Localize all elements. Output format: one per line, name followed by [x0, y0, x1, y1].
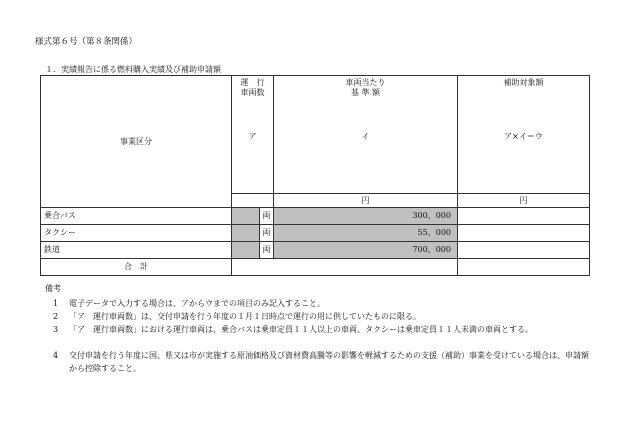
note-number: 4: [53, 351, 59, 360]
header-formula: ア×イ＝ウ: [504, 132, 543, 141]
vehicle-count-input[interactable]: [232, 208, 260, 225]
row-subsidy-cell[interactable]: [458, 208, 590, 225]
row-label: 乗合バス: [44, 211, 76, 220]
row-label-cell: [41, 225, 232, 242]
table-row: [41, 225, 590, 242]
row-unit: 両: [262, 211, 271, 220]
header-operating-vehicles-line2: 車両数: [240, 88, 265, 97]
note-item: [53, 323, 593, 336]
note-text: 「ア 運行車両数」は、交付申請を行う年度の１月１日時点で運行の用に供していたものに限る。: [69, 312, 421, 321]
header-subsidy-target-label: 補助対象額: [503, 78, 544, 87]
header-per-vehicle: [274, 76, 458, 194]
row-subsidy-cell[interactable]: [458, 242, 590, 259]
row-amount-cell: [274, 225, 458, 242]
header-per-vehicle-line1: 車両当たり: [345, 78, 386, 87]
subsidy-table: [40, 75, 590, 276]
header-per-vehicle-line2: 基 準 額: [350, 88, 381, 97]
row-amount-cell: [274, 242, 458, 259]
note-text: 交付申請を行う年度に国、県又は市が実施する原油価格及び資材費高騰等の影響を軽減するための支援（補助）事業を受けている場合は、申請額から控除すること。: [69, 351, 589, 373]
table-total-row: [41, 259, 590, 276]
row-unit: 両: [262, 228, 271, 237]
row-amount: 700，000: [412, 245, 451, 254]
total-label: 合 計: [124, 262, 148, 271]
row-label: 鉄道: [44, 245, 60, 254]
row-amount: 55，000: [417, 228, 451, 237]
note-text: 電子データで入力する場合は、アからウまでの項目のみ記入すること。: [69, 299, 325, 308]
row-unit: 両: [262, 245, 271, 254]
header-category: 事業区分: [120, 136, 152, 146]
note-number: 1: [53, 299, 59, 308]
note-text: 「ア 運行車両数」における運行車両は、乗合バスは乗車定員１１人以上の車両、タクシーは乗車定員１１人未満の車両とする。: [69, 325, 533, 334]
total-label-cell: [41, 259, 232, 276]
unit-yen-cell-2: [458, 194, 590, 208]
unit-yen-cell: [274, 194, 458, 208]
vehicle-count-input[interactable]: [232, 225, 260, 242]
header-subsidy-target: [458, 76, 590, 194]
header-operating-vehicles-line1: 運 行: [240, 78, 265, 87]
note-item: [53, 349, 593, 375]
row-unit-cell: [260, 242, 274, 259]
row-unit-cell: [260, 225, 274, 242]
vehicle-count-input[interactable]: [232, 242, 260, 259]
note-number: 3: [53, 325, 59, 334]
table-row: [41, 242, 590, 259]
unit-yen-2: 円: [519, 195, 528, 205]
row-label-cell: [41, 242, 232, 259]
total-blank-cell: [232, 259, 458, 276]
header-code-a: ア: [248, 132, 257, 141]
header-category-cell: [41, 76, 232, 208]
table-header-row: [41, 76, 590, 194]
header-code-i: イ: [361, 132, 370, 141]
note-item: [53, 310, 593, 323]
row-unit-cell: [260, 208, 274, 225]
row-amount: 300，000: [412, 211, 451, 220]
row-subsidy-cell[interactable]: [458, 225, 590, 242]
row-label: タクシー: [44, 228, 76, 237]
note-number: 2: [53, 312, 59, 321]
unit-blank-cell: [232, 194, 274, 208]
unit-yen: 円: [361, 195, 370, 205]
row-label-cell: [41, 208, 232, 225]
table-row: [41, 208, 590, 225]
row-amount-cell: [274, 208, 458, 225]
notes-heading: 備考: [45, 284, 61, 293]
form-number: 様式第６号（第８条関係）: [35, 37, 138, 47]
total-subsidy-cell[interactable]: [458, 259, 590, 276]
section-title: １．実績報告に係る燃料購入実績及び補助申請額: [45, 65, 221, 74]
header-operating-vehicles: [232, 76, 274, 194]
note-item: [53, 297, 593, 310]
